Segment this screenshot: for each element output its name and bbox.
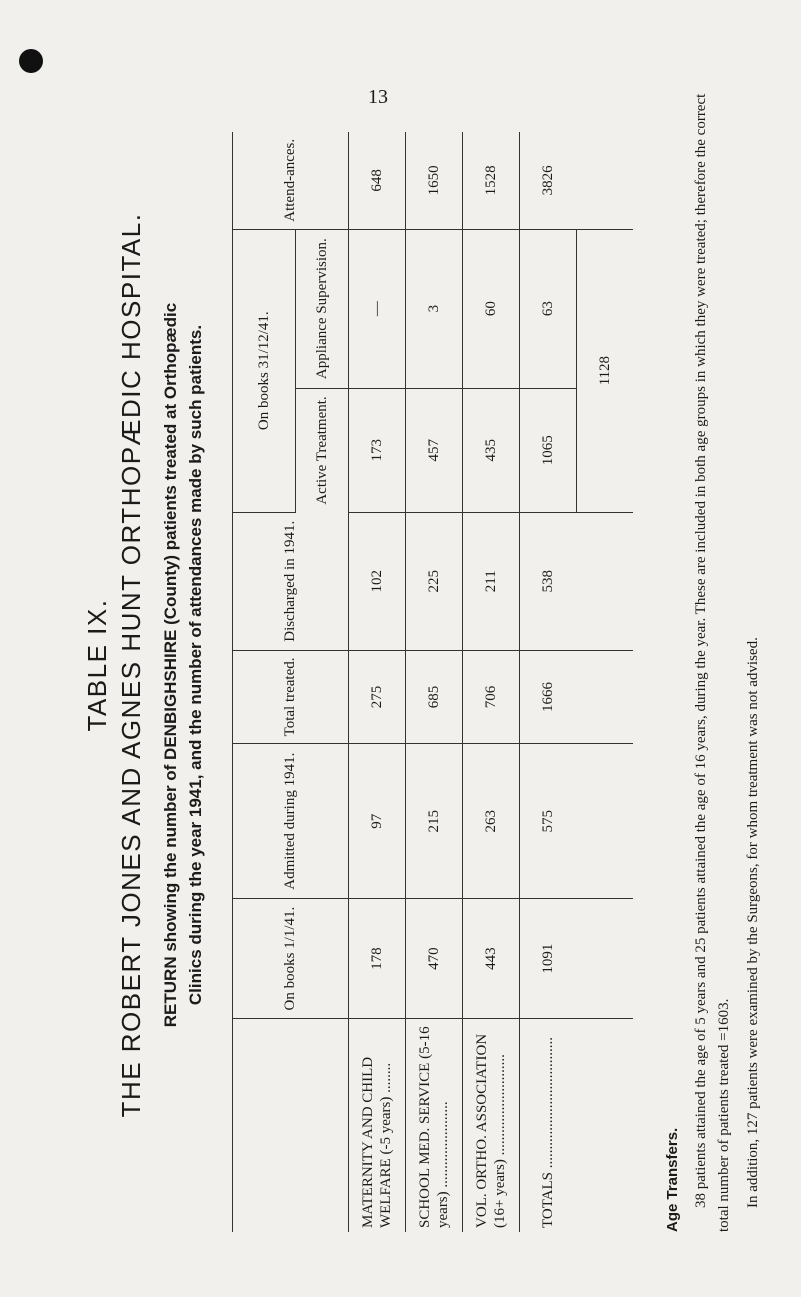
cell-admitted: 263 xyxy=(463,744,520,899)
cell-attendances: 1650 xyxy=(406,132,463,229)
cell-discharged: 538 xyxy=(520,512,577,650)
notes-paragraph-2: In addition, 127 patients were examined by the Surgeons, for whom treatment was not advised. xyxy=(745,637,761,1208)
col-active-treatment: Active Treatment. xyxy=(296,388,349,512)
cell-active: 457 xyxy=(406,388,463,512)
cell-admitted: 215 xyxy=(406,744,463,899)
cell-on-books: 443 xyxy=(463,899,520,1019)
cell-attendances: 1528 xyxy=(463,132,520,229)
notes-heading: Age Transfers. xyxy=(664,1127,681,1232)
table-row xyxy=(406,132,463,1232)
cell-total: 706 xyxy=(463,650,520,743)
row-label: TOTALS ................................... xyxy=(520,1019,577,1233)
combined-total-row xyxy=(577,132,634,1232)
table-heading xyxy=(158,90,208,1240)
cell-appliance: 63 xyxy=(520,229,577,388)
cell-active: 1065 xyxy=(520,388,577,512)
row-label: VOL. ORTHO. ASSOCIATION (16+ years) ........................... xyxy=(463,1019,520,1233)
row-label: MATERNITY AND CHILD WELFARE (-5 years) ........ xyxy=(349,1019,406,1233)
cell-active: 173 xyxy=(349,388,406,512)
cell-discharged: 225 xyxy=(406,512,463,650)
cell-appliance: — xyxy=(349,229,406,388)
cell-total: 275 xyxy=(349,650,406,743)
label-column-header xyxy=(233,1019,349,1233)
heading-line-1: RETURN showing the number of DENBIGHSHIRE (County) patients treated at Orthopædic xyxy=(161,302,180,1028)
col-attendances: Attend-ances. xyxy=(233,132,349,229)
cell-total: 1666 xyxy=(520,650,577,743)
combined-on-books-total: 1128 xyxy=(577,229,634,512)
cell-discharged: 102 xyxy=(349,512,406,650)
col-on-books-start: On books 1/1/41. xyxy=(233,899,349,1019)
cell-admitted: 575 xyxy=(520,744,577,899)
table-row xyxy=(463,132,520,1232)
cell-on-books: 178 xyxy=(349,899,406,1019)
cell-discharged: 211 xyxy=(463,512,520,650)
cell-admitted: 97 xyxy=(349,744,406,899)
heading-line-2: Clinics during the year 1941, and the number of attendances made by such patients. xyxy=(186,324,205,1006)
rotated-table-sheet xyxy=(80,90,761,1240)
table-row xyxy=(349,132,406,1232)
cell-attendances: 648 xyxy=(349,132,406,229)
notes-section xyxy=(661,90,765,1232)
cell-on-books: 470 xyxy=(406,899,463,1019)
punch-hole xyxy=(19,49,43,73)
hospital-title: THE ROBERT JONES AND AGNES HUNT ORTHOPÆDIC HOSPITAL. xyxy=(116,212,146,1118)
table-row-totals xyxy=(520,132,577,1232)
col-discharged: Discharged in 1941. xyxy=(233,512,349,650)
cell-active: 435 xyxy=(463,388,520,512)
col-appliance-supervision: Appliance Supervision. xyxy=(296,229,349,388)
col-total-treated: Total treated. xyxy=(233,650,349,743)
col-admitted: Admitted during 1941. xyxy=(233,744,349,899)
cell-appliance: 3 xyxy=(406,229,463,388)
cell-total: 685 xyxy=(406,650,463,743)
cell-attendances: 3826 xyxy=(520,132,577,229)
cell-appliance: 60 xyxy=(463,229,520,388)
clinic-return-table xyxy=(232,132,633,1232)
cell-on-books: 1091 xyxy=(520,899,577,1019)
page-number: 13 xyxy=(368,86,388,108)
notes-paragraph-1: 38 patients attained the age of 5 years and 25 patients attained the age of 16 years, during the year. These are included in both age groups in which they were treated; therefore the correct total number of patients treated =1603. xyxy=(693,93,732,1232)
row-label: SCHOOL MED. SERVICE (5-16 years) ....................... xyxy=(406,1019,463,1233)
col-on-books-end: On books 31/12/41. xyxy=(233,229,296,512)
table-number: TABLE IX. xyxy=(82,598,112,732)
